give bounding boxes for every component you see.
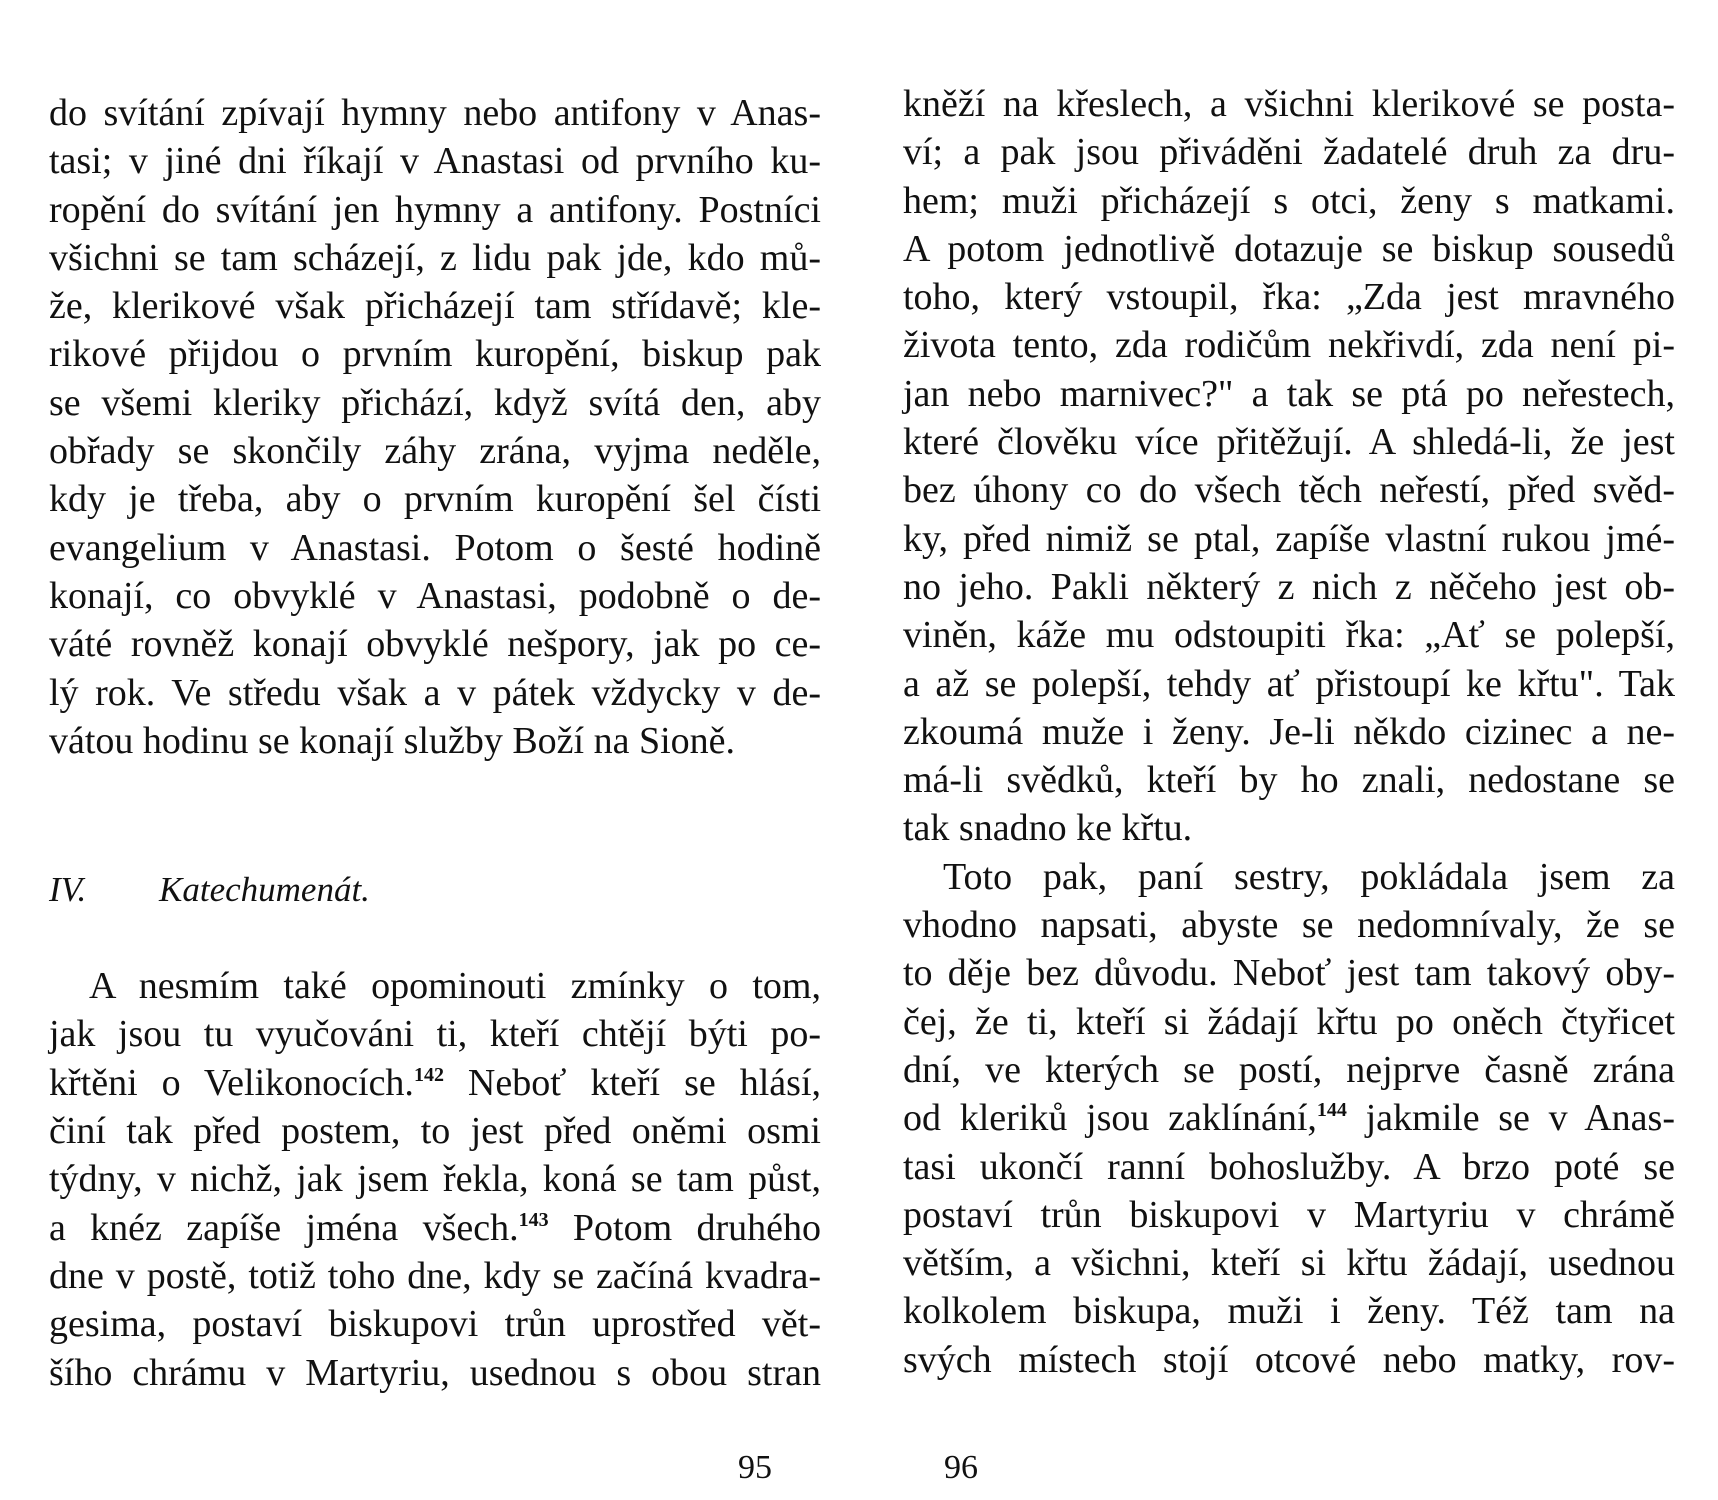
right-text-column: [903, 80, 1675, 1384]
footnote-marker: 142: [413, 1063, 444, 1086]
text-line: obřady se skončily záhy zrána, vyjma neděle,: [49, 430, 821, 473]
section-heading: [49, 866, 821, 914]
left-text-column: [49, 89, 821, 1397]
text-line: postaví trůn biskupovi v Martyriu v chrámě: [903, 1193, 1675, 1236]
text-line: váté rovněž konají obvyklé nešpory, jak po ce-: [49, 623, 821, 666]
right-page: [859, 0, 1718, 1500]
text-line: toho, který vstoupil, řka: „Zda jest mravného: [903, 276, 1675, 319]
section-title: Katechumenát.: [159, 870, 370, 910]
text-fragment: Neboť kteří se hlásí,: [443, 1061, 821, 1104]
text-line: čej, že ti, kteří si žádají křtu po oněch čtyřicet: [903, 1000, 1675, 1043]
text-line: dní, ve kterých se postí, nejprve časně zrána: [903, 1048, 1675, 1091]
text-line: svých místech stojí otcové nebo matky, rov-: [903, 1338, 1675, 1381]
text-line: kněží na křeslech, a všichni klerikové se posta-: [903, 83, 1675, 125]
text-fragment: Potom druhého: [548, 1206, 821, 1249]
text-line: života tento, zda rodičům nekřivdí, zda není pi-: [903, 324, 1675, 367]
text-line: jan nebo marnivec?" a tak se ptá po neřestech,: [903, 372, 1675, 415]
text-line: do svítání zpívají hymny nebo antifony v Anas-: [49, 92, 821, 134]
text-fragment: od kleriků jsou zaklínání,: [903, 1097, 1317, 1140]
right-paragraph-2: [903, 853, 1675, 1384]
left-paragraph-1: [49, 89, 821, 765]
text-fragment: a knéz zapíše jména všech.: [49, 1206, 519, 1249]
text-line: [49, 1204, 821, 1252]
right-paragraph-1: [903, 80, 1675, 853]
text-line: tasi ukončí ranní bohoslužby. A brzo poté se: [903, 1145, 1675, 1188]
page-number: 96: [944, 1449, 978, 1486]
text-line: týdny, v nichž, jak jsem řekla, koná se tam půst,: [49, 1158, 821, 1201]
page-number: 95: [738, 1449, 772, 1486]
text-line: bez úhony co do všech těch neřestí, před svěd-: [903, 469, 1675, 512]
text-line: hem; muži přicházejí s otci, ženy s matkami.: [903, 179, 1675, 222]
text-line: lý rok. Ve středu však a v pátek vždycky v de-: [49, 671, 821, 714]
section-number: IV.: [49, 870, 87, 910]
text-line: [903, 1094, 1675, 1142]
text-line: ví; a pak jsou přiváděni žadatelé druh za dru-: [903, 131, 1675, 174]
text-line: dne v postě, totiž toho dne, kdy se začíná kvadra-: [49, 1254, 821, 1297]
text-line: šího chrámu v Martyriu, usednou s obou stran: [49, 1351, 821, 1394]
text-line: gesima, postaví biskupovi trůn uprostřed vět-: [49, 1303, 821, 1346]
text-line: Toto pak, paní sestry, pokládala jsem za: [943, 855, 1675, 898]
text-line: konají, co obvyklé v Anastasi, podobně o de-: [49, 574, 821, 617]
text-line: vátou hodinu se konají služby Boží na Sioně.: [49, 719, 736, 762]
text-line: A potom jednotlivě dotazuje se biskup sousedů: [903, 227, 1675, 270]
text-line: kdy je třeba, aby o prvním kuropění šel čísti: [49, 478, 821, 521]
text-line: vhodno napsati, abyste se nedomnívaly, že se: [903, 904, 1675, 947]
text-line: ky, před nimiž se ptal, zapíše vlastní rukou jmé-: [903, 517, 1675, 560]
footnote-marker: 143: [518, 1208, 549, 1231]
text-line: větším, a všichni, kteří si křtu žádají, usednou: [903, 1242, 1675, 1285]
text-line: se všemi kleriky přichází, když svítá den, aby: [49, 381, 821, 424]
text-line: viněn, káže mu odstoupiti řka: „Ať se polepší,: [903, 614, 1675, 657]
footnote-marker: 144: [1316, 1099, 1347, 1122]
text-line: činí tak před postem, to jest před oněmi osmi: [49, 1110, 821, 1153]
left-paragraph-2: [49, 962, 821, 1397]
text-line: to děje bez důvodu. Neboť jest tam takový oby-: [903, 952, 1675, 995]
text-line: ropění do svítání jen hymny a antifony. Postníci: [49, 188, 821, 231]
text-line: tasi; v jiné dni říkají v Anastasi od prvního ku-: [49, 140, 821, 183]
text-line: kolkolem biskupa, muži i ženy. Též tam na: [903, 1290, 1675, 1333]
text-line: evangelium v Anastasi. Potom o šesté hodině: [49, 526, 821, 569]
text-line: které člověku více přitěžují. A shledá-li, že jest: [903, 421, 1675, 464]
text-line: zkoumá muže i ženy. Je-li někdo cizinec a ne-: [903, 710, 1675, 753]
text-line: a až se polepší, tehdy ať přistoupí ke křtu". Tak: [903, 662, 1675, 705]
text-line: A nesmím také opominouti zmínky o tom,: [89, 965, 821, 1008]
text-line: [49, 1059, 821, 1107]
text-line: všichni se tam scházejí, z lidu pak jde, kdo mů-: [49, 236, 821, 279]
text-line: tak snadno ke křtu.: [903, 807, 1193, 850]
text-line: jak jsou tu vyučováni ti, kteří chtějí býti po-: [49, 1013, 821, 1056]
text-line: no jeho. Pakli některý z nich z něčeho jest ob-: [903, 565, 1675, 608]
text-line: má-li svědků, kteří by ho znali, nedostane se: [903, 759, 1675, 802]
text-line: že, klerikové však přicházejí tam střídavě; kle-: [49, 285, 821, 328]
text-fragment: křtěni o Velikonocích.: [49, 1061, 414, 1104]
text-line: rikové přijdou o prvním kuropění, biskup pak: [49, 333, 821, 376]
text-fragment: jakmile se v Anas-: [1346, 1097, 1675, 1140]
